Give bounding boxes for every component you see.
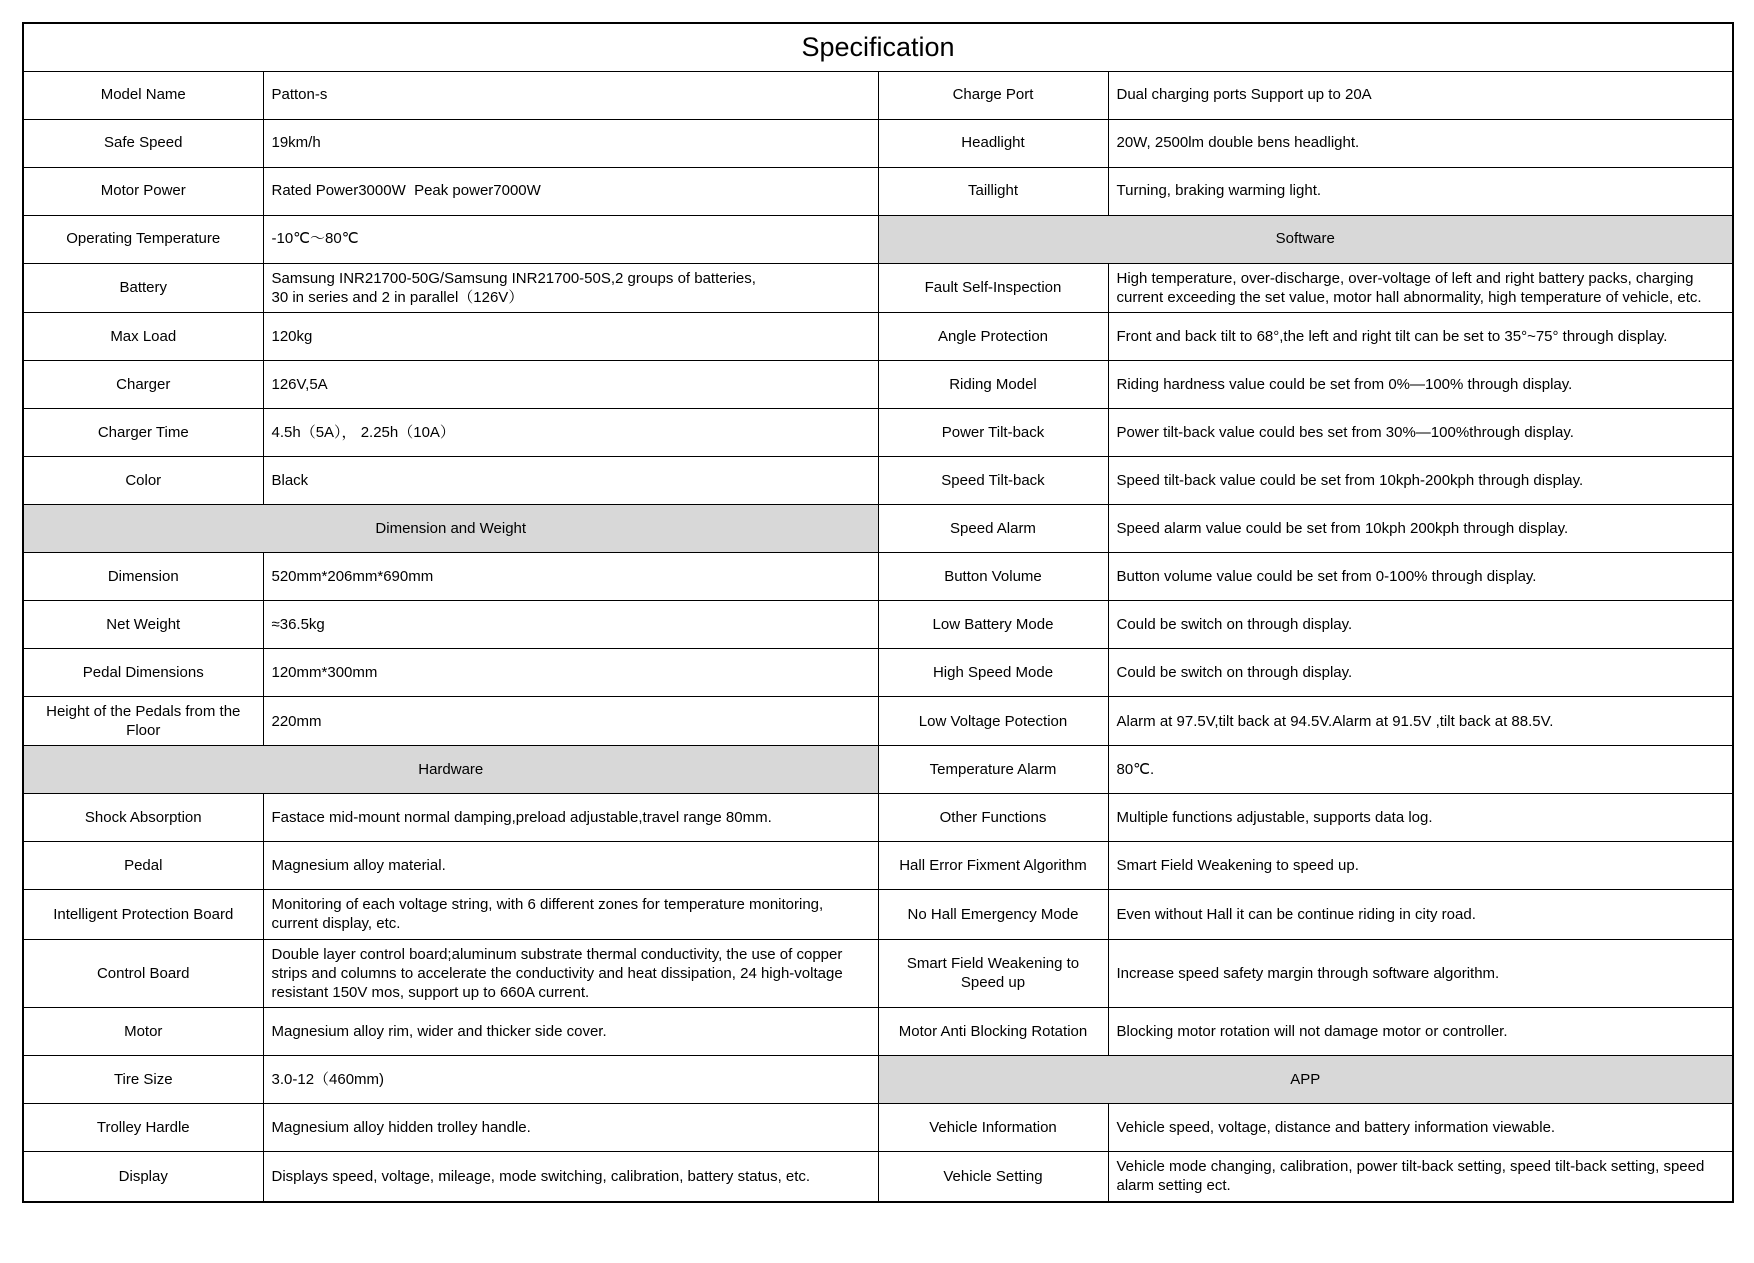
section-header: Hardware	[23, 746, 878, 794]
table-row	[23, 1056, 1733, 1104]
section-header: Dimension and Weight	[23, 504, 878, 552]
table-row	[23, 71, 1733, 119]
spec-label: Riding Model	[878, 360, 1108, 408]
table-row	[23, 119, 1733, 167]
spec-value: Vehicle speed, voltage, distance and battery information viewable.	[1108, 1104, 1733, 1152]
table-row	[23, 456, 1733, 504]
spec-label: Motor	[23, 1008, 263, 1056]
spec-label: Speed Alarm	[878, 504, 1108, 552]
table-row	[23, 648, 1733, 696]
spec-label: Pedal Dimensions	[23, 648, 263, 696]
table-row	[23, 890, 1733, 939]
spec-value: ≈36.5kg	[263, 600, 878, 648]
spec-value: 80℃.	[1108, 746, 1733, 794]
spec-label: Color	[23, 456, 263, 504]
spec-label: Vehicle Setting	[878, 1152, 1108, 1202]
table-row	[23, 842, 1733, 890]
spec-label: Headlight	[878, 119, 1108, 167]
spec-label: Operating Temperature	[23, 215, 263, 263]
table-row	[23, 1152, 1733, 1202]
spec-value: Black	[263, 456, 878, 504]
spec-label: Hall Error Fixment Algorithm	[878, 842, 1108, 890]
spec-label: Model Name	[23, 71, 263, 119]
table-row	[23, 360, 1733, 408]
section-header: APP	[878, 1056, 1733, 1104]
table-row	[23, 408, 1733, 456]
spec-label: Motor Anti Blocking Rotation	[878, 1008, 1108, 1056]
spec-label: Control Board	[23, 939, 263, 1008]
spec-label: Button Volume	[878, 552, 1108, 600]
spec-label: Vehicle Information	[878, 1104, 1108, 1152]
spec-value: Magnesium alloy hidden trolley handle.	[263, 1104, 878, 1152]
table-row	[23, 215, 1733, 263]
table-row	[23, 312, 1733, 360]
spec-value: Power tilt-back value could bes set from 30%—100%through display.	[1108, 408, 1733, 456]
spec-value: Blocking motor rotation will not damage motor or controller.	[1108, 1008, 1733, 1056]
spec-label: Intelligent Protection Board	[23, 890, 263, 939]
spec-label: Motor Power	[23, 167, 263, 215]
spec-label: Temperature Alarm	[878, 746, 1108, 794]
spec-label: Taillight	[878, 167, 1108, 215]
spec-value: 520mm*206mm*690mm	[263, 552, 878, 600]
table-row	[23, 1104, 1733, 1152]
spec-value: Patton-s	[263, 71, 878, 119]
spec-label: Charge Port	[878, 71, 1108, 119]
spec-value: Dual charging ports Support up to 20A	[1108, 71, 1733, 119]
spec-label: Shock Absorption	[23, 794, 263, 842]
spec-value: Vehicle mode changing, calibration, power tilt-back setting, speed tilt-back setting, speed alarm setting ect.	[1108, 1152, 1733, 1202]
table-row	[23, 504, 1733, 552]
table-row	[23, 696, 1733, 745]
spec-label: No Hall Emergency Mode	[878, 890, 1108, 939]
specification-table	[22, 22, 1734, 1203]
spec-label: Height of the Pedals from the Floor	[23, 696, 263, 745]
spec-value: Turning, braking warming light.	[1108, 167, 1733, 215]
spec-label: Power Tilt-back	[878, 408, 1108, 456]
specification-sheet	[22, 22, 1732, 1203]
spec-value: 220mm	[263, 696, 878, 745]
spec-value: 120mm*300mm	[263, 648, 878, 696]
spec-label: Charger Time	[23, 408, 263, 456]
title-row	[23, 23, 1733, 71]
spec-value: 3.0-12（460mm)	[263, 1056, 878, 1104]
table-row	[23, 1008, 1733, 1056]
spec-value: Rated Power3000W Peak power7000W	[263, 167, 878, 215]
spec-label: Max Load	[23, 312, 263, 360]
spec-value: 20W, 2500lm double bens headlight.	[1108, 119, 1733, 167]
spec-value: Magnesium alloy material.	[263, 842, 878, 890]
spec-value: 4.5h（5A）， 2.25h（10A）	[263, 408, 878, 456]
spec-value: Multiple functions adjustable, supports data log.	[1108, 794, 1733, 842]
spec-label: Other Functions	[878, 794, 1108, 842]
spec-label: Net Weight	[23, 600, 263, 648]
spec-label: Speed Tilt-back	[878, 456, 1108, 504]
spec-value: Could be switch on through display.	[1108, 648, 1733, 696]
spec-value: Speed alarm value could be set from 10kph 200kph through display.	[1108, 504, 1733, 552]
spec-value: -10℃～80℃	[263, 215, 878, 263]
spec-label: Safe Speed	[23, 119, 263, 167]
spec-value: Front and back tilt to 68°,the left and right tilt can be set to 35°~75° through display.	[1108, 312, 1733, 360]
spec-value: Riding hardness value could be set from 0%—100% through display.	[1108, 360, 1733, 408]
table-row	[23, 167, 1733, 215]
spec-value: Double layer control board;aluminum substrate thermal conductivity, the use of copper strips and columns to accelerate the conductivity and heat dissipation, 24 high-voltage resistant 150V mos, support up to 660A current.	[263, 939, 878, 1008]
spec-label: Smart Field Weakening to Speed up	[878, 939, 1108, 1008]
spec-value: Displays speed, voltage, mileage, mode switching, calibration, battery status, etc.	[263, 1152, 878, 1202]
table-row	[23, 939, 1733, 1008]
spec-label: Fault Self-Inspection	[878, 263, 1108, 312]
spec-value: 120kg	[263, 312, 878, 360]
spec-label: Tire Size	[23, 1056, 263, 1104]
table-row	[23, 600, 1733, 648]
table-row	[23, 552, 1733, 600]
spec-label: Display	[23, 1152, 263, 1202]
spec-value: Monitoring of each voltage string, with 6 different zones for temperature monitoring, current display, etc.	[263, 890, 878, 939]
spec-value: Even without Hall it can be continue riding in city road.	[1108, 890, 1733, 939]
spec-value: Samsung INR21700-50G/Samsung INR21700-50S,2 groups of batteries, 30 in series and 2 in parallel（126V）	[263, 263, 878, 312]
page-title: Specification	[23, 23, 1733, 71]
spec-label: Low Battery Mode	[878, 600, 1108, 648]
table-row	[23, 746, 1733, 794]
spec-label: Pedal	[23, 842, 263, 890]
spec-label: Angle Protection	[878, 312, 1108, 360]
spec-value: Alarm at 97.5V,tilt back at 94.5V.Alarm at 91.5V ,tilt back at 88.5V.	[1108, 696, 1733, 745]
spec-value: Smart Field Weakening to speed up.	[1108, 842, 1733, 890]
section-header: Software	[878, 215, 1733, 263]
spec-label: High Speed Mode	[878, 648, 1108, 696]
spec-value: 126V,5A	[263, 360, 878, 408]
spec-label: Low Voltage Potection	[878, 696, 1108, 745]
spec-label: Battery	[23, 263, 263, 312]
spec-value: Button volume value could be set from 0-100% through display.	[1108, 552, 1733, 600]
spec-value: Could be switch on through display.	[1108, 600, 1733, 648]
spec-label: Dimension	[23, 552, 263, 600]
spec-value: High temperature, over-discharge, over-voltage of left and right battery packs, charging current exceeding the set value, motor hall abnormality, high temperature of vehicle, etc.	[1108, 263, 1733, 312]
spec-value: Increase speed safety margin through software algorithm.	[1108, 939, 1733, 1008]
spec-label: Charger	[23, 360, 263, 408]
spec-label: Trolley Hardle	[23, 1104, 263, 1152]
spec-value: Fastace mid-mount normal damping,preload adjustable,travel range 80mm.	[263, 794, 878, 842]
spec-value: 19km/h	[263, 119, 878, 167]
spec-value: Speed tilt-back value could be set from 10kph-200kph through display.	[1108, 456, 1733, 504]
table-row	[23, 794, 1733, 842]
table-row	[23, 263, 1733, 312]
spec-value: Magnesium alloy rim, wider and thicker side cover.	[263, 1008, 878, 1056]
